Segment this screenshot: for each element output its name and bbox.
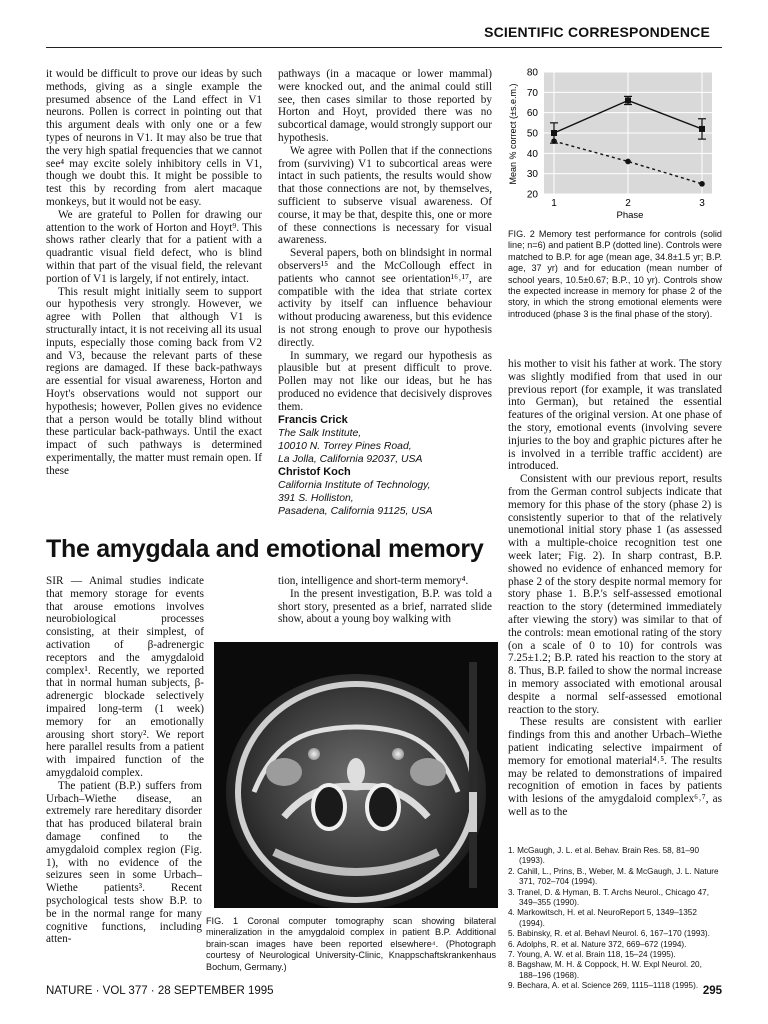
article-column-3-top [508, 358, 722, 819]
fig1-ct-scan-image [214, 642, 498, 908]
data-point-bp [551, 138, 557, 144]
article-title: The amygdala and emotional memory [46, 535, 484, 563]
y-tick-label: 60 [526, 108, 538, 120]
header-rule [46, 47, 722, 48]
data-point-controls [551, 130, 557, 136]
paragraph: it would be difficult to prove our ideas by such methods, giving as a single example the presumed absence of the Land effect in V1 neurons. Pollen is correct in pointing out that this argument deals with only one or a few types of neurons in V1. It may also be true that the very high spatial frequencies that we cannot see⁴ may excite solely inhibitory cells in V1, though we doubt this. It might be possible to test this by recording from alert macaque monkeys, but it would not be easy. [46, 68, 262, 208]
affiliation-line: 10010 N. Torrey Pines Road, [278, 440, 412, 452]
paragraph: The patient (B.P.) suffers from Urbach–Wiethe disease, an extremely rare hereditary disorder that has produced bilateral brain damage confined to the amygdaloid complex region (Fig. 1), with no evidence of the seizures seen in some Urbach–Wiethe patients³. Recent psychological tests show B.P. to be in the normal range for many cognitive functions, including atten- [46, 779, 202, 946]
reference-item: 7. Young, A. W. et al. Brain 118, 15–24 (1995). [508, 950, 676, 960]
y-tick-label: 40 [526, 148, 538, 160]
data-point-controls [699, 126, 705, 132]
data-point-bp [625, 159, 631, 165]
y-tick-label: 70 [526, 87, 538, 99]
reference-item: 4. Markowitsch, H. et al. NeuroReport 5, 1349–1352 (1994). [508, 908, 697, 928]
ct-scan-drawing [214, 642, 498, 908]
x-axis-label: Phase [616, 210, 644, 221]
paragraph: We are grateful to Pollen for drawing our attention to the work of Horton and Hoyt⁹. This shows rather clearly that for a patient with a quadrantic visual field defect, who is blind within that part of the visual field, the relevant portion of V1 is largely, if not entirely, intact. [46, 208, 262, 285]
x-tick-label: 1 [551, 198, 557, 209]
reference-item: 8. Bagshaw, M. H. & Coppock, H. W. Expl Neurol. 20, 188–196 (1968). [508, 960, 702, 980]
x-tick-label: 2 [625, 198, 631, 209]
x-tick-labels [551, 198, 705, 209]
affiliation-line: La Jolla, California 92037, USA [278, 453, 423, 465]
affiliation-line: 391 S. Holliston, [278, 492, 354, 504]
y-tick-label: 50 [526, 128, 538, 140]
affiliation-line: The Salk Institute, [278, 427, 362, 439]
paragraph: We agree with Pollen that if the connections from (surviving) V1 to subcortical areas were intact in such patients, the results would show that those connections are not, by themselves, sufficient to subserve visual awareness. Of course, it may be that, despite this, one or more of these connections is necessary for visual awareness. [278, 144, 492, 247]
y-axis-label: Mean % correct (±s.e.m.) [508, 83, 518, 185]
paragraph: pathways (in a macaque or lower mammal) were knocked out, and the animal could still see, then cases similar to those reported by Horton and Hoyt, provided there was no subcortical damage, would strongly support our hypothesis. [278, 68, 492, 144]
article-column-2 [278, 575, 492, 626]
paragraph: This result might initially seem to support our hypothesis very strongly. However, we agree with Pollen that although V1 is structurally intact, it is not receiving all its usual inputs, especially those coming back from V2 and V3, because the relevant parts of these regions are damaged. If these back-pathways are essential for visual awareness, Horton and Hoyt's observations would not support our hypothesis; however, Pollen gives no evidence that a person would be totally blind without these particular back-pathways. Until the exact impact of such pathways is determined experimentally, the matter must remain open. If these [46, 285, 262, 477]
reference-item: 1. McGaugh, J. L. et al. Behav. Brain Res. 58, 81–90 (1993). [508, 846, 699, 866]
section-header: SCIENTIFIC CORRESPONDENCE [484, 24, 710, 40]
reference-list [508, 846, 722, 992]
paragraph: SIR — Animal studies indicate that memory storage for events that arouse emotions involves neurobiological processes consisting, at their simplest, of activation of β-adrenergic receptors and the amygdaloid complex¹. Recently, we reported that in normal human subjects, β-adrenergic blockade selectively impaired long-term (1 week) memory for an emotionally arousing short story². We report here parallel results from a patient with impaired function of the amygdaloid complex. [46, 575, 204, 779]
paragraph: These results are consistent with earlier findings from this and another Urbach–Wiethe patient indicating selective impairment of memory for emotional material⁴˒⁵. The results may be related to demonstrations of impaired recognition of emotion in faces by patients with lesions of the amygdaloid complex⁶˒⁷, as well as to the [508, 716, 722, 818]
affiliation-line: Pasadena, California 91125, USA [278, 505, 433, 517]
affiliation-line: California Institute of Technology, [278, 479, 431, 491]
data-point-controls [625, 97, 631, 103]
y-tick-labels [527, 68, 539, 201]
page-number: 295 [702, 985, 722, 997]
reference-item: 6. Adolphs, R. et al. Nature 372, 669–672 (1994). [508, 939, 687, 949]
paragraph: his mother to visit his father at work. The story was slightly modified from that used in our previous report (for example, it was translated into German), but retained the essential features of the original version. At one phase of the story, emotional events (involving severe injuries to the boy and graphic pictures after he is involved in a terrible traffic accident) are introduced. [508, 358, 722, 473]
fig2-caption: FIG. 2 Memory test performance for controls (solid line; n=6) and patient B.P (dotted line). Controls were matched to B.P. for age (mean age, 34.8±1.5 yr; B.P. age, 37 yr) and for education (mean number of school years, 10.5±0.67; B.P., 10 yr). Controls show the expected increase in memory for phase 2 of the story, in which the strong emotional elements were introduced (phase 3 is the final phase of the story). [508, 229, 722, 319]
x-tick-label: 3 [699, 198, 705, 209]
fig2-chart [498, 62, 724, 222]
author-name: Francis Crick [278, 413, 348, 426]
y-tick-label: 80 [526, 67, 538, 79]
author-name: Christof Koch [278, 465, 351, 478]
paragraph: Several papers, both on blindsight in normal observers¹⁵ and the McCollough effect in patients who cannot see orientation¹⁶˒¹⁷, are compatible with the idea that striate cortex activity by itself can influence behaviour without producing awareness, but this evidence is not strong enough to prove our hypothesis directly. [278, 247, 492, 349]
letter-column-1 [46, 68, 262, 478]
y-tick-label: 20 [526, 189, 538, 201]
paragraph: In the present investigation, B.P. was told a short story, presented as a brief, narrated slide show, about a young boy walking with [278, 587, 492, 626]
paragraph: tion, intelligence and short-term memory⁴. [278, 575, 469, 587]
data-point-bp [699, 181, 705, 187]
reference-item: 9. Bechara, A. et al. Science 269, 1115–1118 (1995). [508, 981, 699, 991]
reference-item: 2. Cahill, L., Prins, B., Weber, M. & McGaugh, J. L. Nature 371, 702–704 (1994). [508, 866, 719, 887]
reference-item: 3. Tranel, D. & Hyman, B. T. Archs Neurol., Chicago 47, 349–355 (1990). [508, 887, 709, 908]
y-tick-label: 30 [526, 169, 538, 181]
reference-item: 5. Babinsky, R. et al. Behavl Neurol. 6, 167–170 (1993). [508, 929, 710, 939]
paragraph: In summary, we regard our hypothesis as plausible but at present difficult to prove. Pollen may not like our ideas, but he has produced no evidence that decisively disproves them. [278, 349, 492, 413]
journal-footer: NATURE · VOL 377 · 28 SEPTEMBER 1995 [46, 985, 274, 997]
paragraph: Consistent with our previous report, results from the German control subjects indicate that memory for this phase of the story (phase 2) is consistently superior to that of the relatively unemotional initial story phase 1 (as assessed with a multiple-choice recognition test one week later; Fig. 2). In sharp contrast, B.P. showed no evidence of enhanced memory for phase 2 of the story despite normal memory for story phase 1. B.P.'s self-assessed emotional reaction to the story (determined immediately after viewing the story) was similar to that of the controls: mean emotional rating of the story (on a scale of 0 to 10) for controls was 7.25±1.2; B.P. rated his reaction to the story at 8. Thus, B.P. failed to show the normal increase in memory associated with emotional arousal despite a normal self-assessed emotional reaction to the story. [508, 473, 722, 716]
letter-column-2 [278, 68, 492, 518]
fig1-caption: FIG. 1 Coronal computer tomography scan showing bilateral mineralization in the amygdaloid complex in patient B.P. Additional brain-scan images have been reported elsewhere⁴. (Photograph courtesy of Neurological University-Clinic, Knappschaftskrankenhaus Bochum, Germany.) [206, 916, 496, 972]
